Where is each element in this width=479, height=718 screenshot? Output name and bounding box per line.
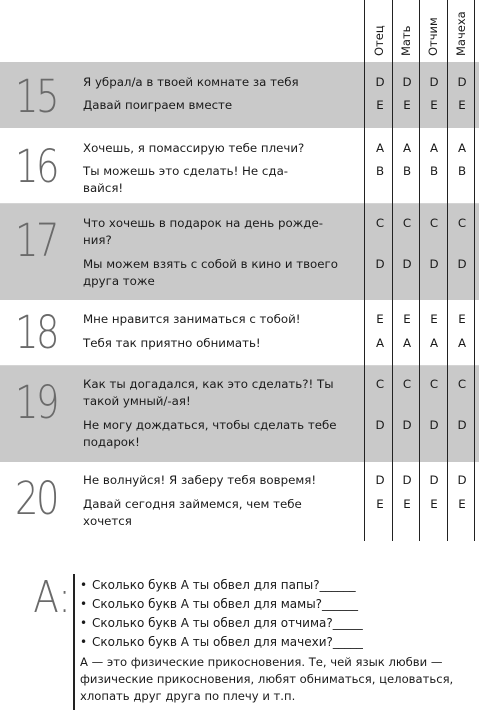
answer-letter[interactable]: C bbox=[402, 216, 412, 230]
phrase-option: Ты можешь это сделать! Не сда- bbox=[83, 164, 289, 178]
phrase-option-continued: вайся! bbox=[83, 181, 124, 195]
answer-letter[interactable]: D bbox=[402, 75, 412, 89]
phrase-option: Тебя так приятно обнимать! bbox=[83, 336, 261, 350]
answer-letter[interactable]: E bbox=[458, 312, 466, 326]
question-row-15 bbox=[0, 62, 479, 128]
answer-letter[interactable]: B bbox=[457, 164, 467, 178]
phrase-option-continued: подарок! bbox=[83, 435, 140, 449]
phrase-option: Я убрал/а в твоей комнате за тебя bbox=[83, 75, 299, 89]
bullet: • bbox=[80, 616, 88, 630]
answer-letter[interactable]: C bbox=[457, 377, 467, 391]
answer-letter[interactable]: E bbox=[376, 312, 384, 326]
summary-label: A: bbox=[33, 572, 71, 623]
row-number: 17 bbox=[14, 214, 58, 267]
answer-letter[interactable]: E bbox=[430, 98, 438, 112]
answer-letter[interactable]: D bbox=[457, 257, 467, 271]
answer-letter[interactable]: D bbox=[457, 75, 467, 89]
answer-letter[interactable]: D bbox=[429, 418, 439, 432]
phrase-option-continued: такой умный/-ая! bbox=[83, 394, 191, 408]
answer-letter[interactable]: C bbox=[375, 216, 385, 230]
answer-letter[interactable]: D bbox=[457, 418, 467, 432]
phrase-option-continued: ния? bbox=[83, 233, 112, 247]
column-divider bbox=[447, 0, 448, 541]
summary-question: • Сколько букв А ты обвел для папы?______ bbox=[80, 578, 356, 592]
phrase-option: Что хочешь в подарок на день рожде- bbox=[83, 216, 323, 230]
phrase-option: Давай сегодня займемся, чем тебе bbox=[83, 497, 302, 511]
answer-letter[interactable]: D bbox=[457, 473, 467, 487]
column-header-stepmother: Мачеха bbox=[454, 11, 468, 56]
answer-letter[interactable]: D bbox=[402, 257, 412, 271]
answer-letter[interactable]: D bbox=[375, 418, 385, 432]
column-header-stepfather: Отчим bbox=[426, 17, 440, 56]
row-number: 15 bbox=[14, 70, 58, 123]
phrase-option: Давай поиграем вместе bbox=[83, 98, 233, 112]
answer-letter[interactable]: D bbox=[402, 473, 412, 487]
phrase-option-continued: хочется bbox=[83, 514, 132, 528]
answer-letter[interactable]: D bbox=[375, 257, 385, 271]
answer-letter[interactable]: D bbox=[429, 257, 439, 271]
answer-letter[interactable]: D bbox=[375, 75, 385, 89]
answer-letter[interactable]: C bbox=[402, 377, 412, 391]
summary-question: • Сколько букв А ты обвел для мамы?______ bbox=[80, 597, 359, 611]
question-row-16 bbox=[0, 128, 479, 204]
answer-letter[interactable]: A bbox=[457, 141, 467, 155]
answer-letter[interactable]: E bbox=[430, 312, 438, 326]
row-number: 18 bbox=[14, 306, 58, 359]
phrase-option: Не могу дождаться, чтобы сделать тебе bbox=[83, 418, 337, 432]
answer-letter[interactable]: C bbox=[429, 216, 439, 230]
answer-letter[interactable]: E bbox=[376, 98, 384, 112]
column-header-father: Отец bbox=[372, 25, 386, 56]
column-divider bbox=[419, 0, 420, 541]
bullet: • bbox=[80, 578, 88, 592]
row-number: 20 bbox=[14, 472, 58, 525]
summary-question: • Сколько букв А ты обвел для отчима?_____ bbox=[80, 616, 363, 630]
question-row-17 bbox=[0, 204, 479, 300]
answer-letter[interactable]: E bbox=[376, 497, 384, 511]
summary-divider bbox=[73, 574, 75, 710]
answer-letter[interactable]: A bbox=[375, 336, 385, 350]
answer-letter[interactable]: B bbox=[429, 164, 439, 178]
column-header-mother: Мать bbox=[399, 25, 413, 56]
answer-letter[interactable]: A bbox=[429, 336, 439, 350]
answer-letter[interactable]: C bbox=[375, 377, 385, 391]
answer-letter[interactable]: A bbox=[402, 141, 412, 155]
phrase-option-continued: друга тоже bbox=[83, 274, 155, 288]
answer-letter[interactable]: A bbox=[429, 141, 439, 155]
answer-letter[interactable]: D bbox=[429, 473, 439, 487]
answer-letter[interactable]: A bbox=[402, 336, 412, 350]
question-row-20 bbox=[0, 462, 479, 541]
column-divider bbox=[474, 0, 475, 541]
row-number: 19 bbox=[14, 376, 58, 429]
summary-note: А — это физические прикосновения. Те, чей язык любви — физические прикосновения, любят обниматься, целоваться, хлопать друг друга по плечу и т.п. bbox=[80, 655, 454, 703]
phrase-option: Мы можем взять с собой в кино и твоего bbox=[83, 257, 338, 271]
summary-question: • Сколько букв А ты обвел для мачехи?_____ bbox=[80, 635, 363, 649]
phrase-option: Мне нравится заниматься с тобой! bbox=[83, 312, 301, 326]
answer-letter[interactable]: E bbox=[403, 312, 411, 326]
phrase-option: Как ты догадался, как это сделать?! Ты bbox=[83, 377, 334, 391]
answer-letter[interactable]: A bbox=[457, 336, 467, 350]
bullet: • bbox=[80, 597, 88, 611]
row-number: 16 bbox=[14, 140, 58, 193]
phrase-option: Не волнуйся! Я заберу тебя вовремя! bbox=[83, 473, 317, 487]
answer-letter[interactable]: E bbox=[458, 98, 466, 112]
answer-letter[interactable]: A bbox=[375, 141, 385, 155]
phrase-option: Хочешь, я помассирую тебе плечи? bbox=[83, 141, 305, 155]
answer-letter[interactable]: D bbox=[402, 418, 412, 432]
answer-letter[interactable]: C bbox=[457, 216, 467, 230]
answer-letter[interactable]: D bbox=[429, 75, 439, 89]
answer-letter[interactable]: E bbox=[403, 497, 411, 511]
column-headers bbox=[0, 0, 479, 62]
answer-letter[interactable]: D bbox=[375, 473, 385, 487]
question-row-19 bbox=[0, 366, 479, 462]
answer-letter[interactable]: B bbox=[402, 164, 412, 178]
answer-letter[interactable]: E bbox=[458, 497, 466, 511]
question-row-18 bbox=[0, 300, 479, 366]
answer-letter[interactable]: B bbox=[375, 164, 385, 178]
answer-letter[interactable]: E bbox=[403, 98, 411, 112]
answer-letter[interactable]: E bbox=[430, 497, 438, 511]
column-divider bbox=[392, 0, 393, 541]
answer-letter[interactable]: C bbox=[429, 377, 439, 391]
column-divider bbox=[364, 0, 365, 541]
bullet: • bbox=[80, 635, 88, 649]
